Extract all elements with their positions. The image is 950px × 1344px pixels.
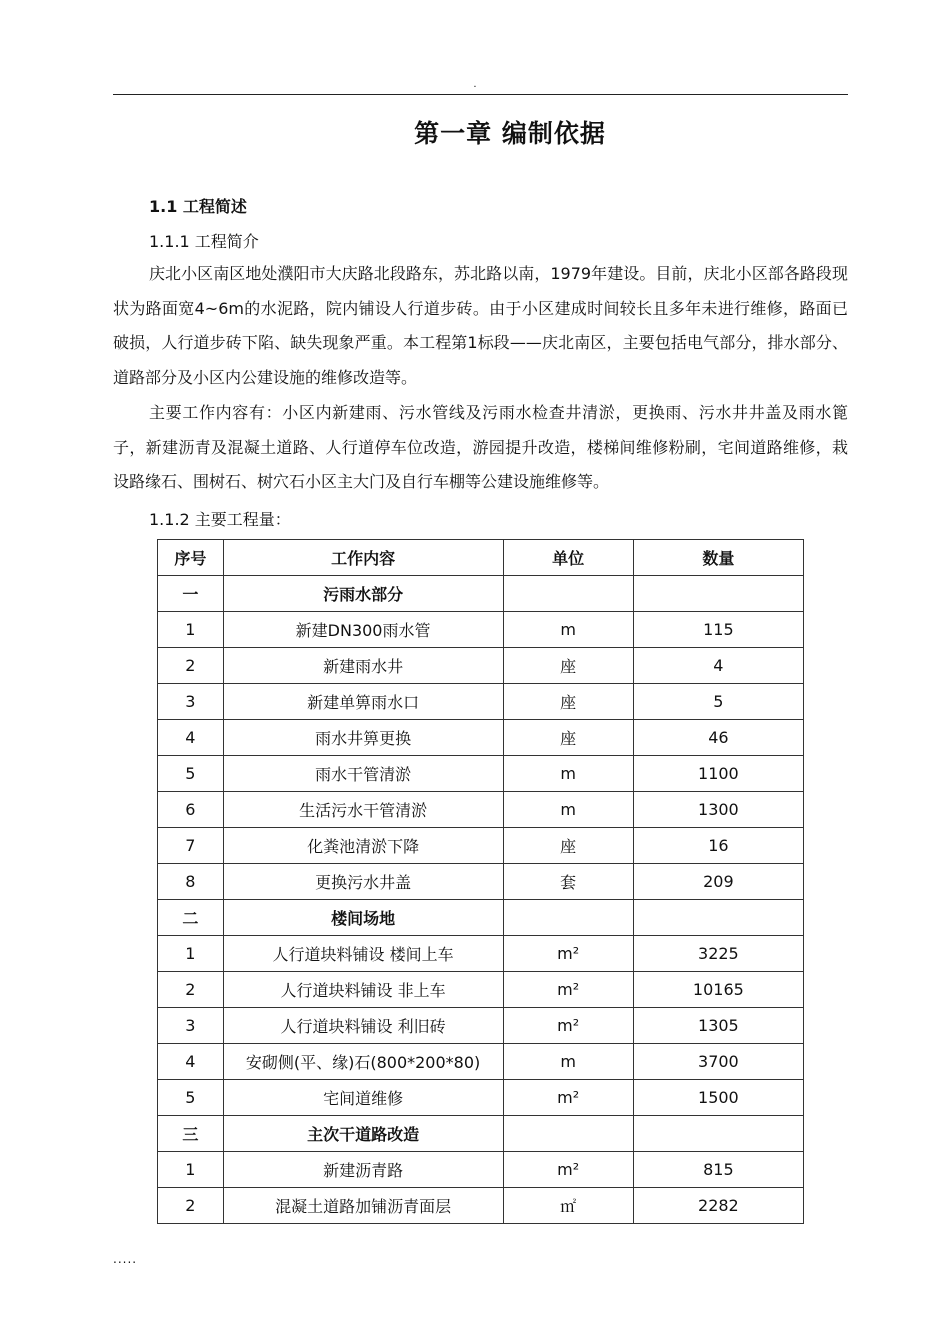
cell-unit: m (503, 792, 633, 828)
cell-quantity: 2282 (633, 1188, 803, 1224)
cell-unit (503, 900, 633, 936)
cell-unit: m² (503, 1080, 633, 1116)
cell-no: 2 (158, 1188, 224, 1224)
header-cell-content: 工作内容 (223, 540, 503, 576)
cell-no: 2 (158, 648, 224, 684)
cell-content: 人行道块料铺设 非上车 (223, 972, 503, 1008)
cell-unit: 座 (503, 720, 633, 756)
cell-content: 更换污水井盖 (223, 864, 503, 900)
cell-content: 雨水井箅更换 (223, 720, 503, 756)
cell-unit: 座 (503, 684, 633, 720)
cell-no: 2 (158, 972, 224, 1008)
cell-content: 安砌侧(平、缘)石(800*200*80) (223, 1044, 503, 1080)
cell-content: 新建单箅雨水口 (223, 684, 503, 720)
cell-quantity: 3225 (633, 936, 803, 972)
table-row (158, 1188, 804, 1224)
overview-paragraph: 庆北小区南区地处濮阳市大庆路北段路东，苏北路以南，1979年建设。目前，庆北小区部各路段现状为路面宽4~6m的水泥路，院内铺设人行道步砖。由于小区建成时间较长且多年未进行维修，路面已破损，人行道步砖下陷、缺失现象严重。本工程第1标段——庆北南区，主要包括电气部分，排水部分、道路部分及小区内公建设施的维修改造等。 (113, 264, 848, 387)
header-cell-no: 序号 (158, 540, 224, 576)
header-cell-quantity: 数量 (633, 540, 803, 576)
table-row (158, 1008, 804, 1044)
cell-quantity: 1500 (633, 1080, 803, 1116)
table-row (158, 648, 804, 684)
cell-unit: m² (503, 1152, 633, 1188)
cell-no: 1 (158, 612, 224, 648)
cell-unit: m² (503, 972, 633, 1008)
cell-content: 主次干道路改造 (223, 1116, 503, 1152)
cell-unit: 套 (503, 864, 633, 900)
cell-no: 4 (158, 720, 224, 756)
cell-no: 5 (158, 756, 224, 792)
table-header-row (158, 540, 804, 576)
cell-unit: 座 (503, 648, 633, 684)
cell-unit (503, 1116, 633, 1152)
table-row (158, 1044, 804, 1080)
cell-unit: 座 (503, 828, 633, 864)
cell-content: 人行道块料铺设 楼间上车 (223, 936, 503, 972)
cell-content: 雨水干管清淤 (223, 756, 503, 792)
cell-quantity (633, 576, 803, 612)
cell-no: 1 (158, 1152, 224, 1188)
cell-no: 8 (158, 864, 224, 900)
cell-quantity: 10165 (633, 972, 803, 1008)
cell-quantity: 3700 (633, 1044, 803, 1080)
cell-content: 新建雨水井 (223, 648, 503, 684)
table-row (158, 900, 804, 936)
cell-content: 混凝土道路加铺沥青面层 (223, 1188, 503, 1224)
subsection-quantities-heading: 1.1.2 主要工程量： (149, 510, 291, 529)
cell-quantity (633, 1116, 803, 1152)
cell-content: 新建沥青路 (223, 1152, 503, 1188)
cell-no: 二 (158, 900, 224, 936)
cell-quantity: 5 (633, 684, 803, 720)
cell-no: 6 (158, 792, 224, 828)
chapter-title: 第一章 编制依据 (414, 119, 606, 148)
cell-quantity: 46 (633, 720, 803, 756)
cell-quantity: 815 (633, 1152, 803, 1188)
cell-unit (503, 576, 633, 612)
table-row (158, 720, 804, 756)
quantities-table (157, 539, 804, 1224)
table-row (158, 972, 804, 1008)
cell-no: 5 (158, 1080, 224, 1116)
header-cell-unit: 单位 (503, 540, 633, 576)
cell-unit: m (503, 612, 633, 648)
table-row (158, 828, 804, 864)
table-row (158, 936, 804, 972)
cell-quantity: 1300 (633, 792, 803, 828)
table-row (158, 576, 804, 612)
table-body (158, 576, 804, 1224)
cell-quantity: 115 (633, 612, 803, 648)
cell-unit: ㎡ (503, 1188, 633, 1224)
cell-no: 1 (158, 936, 224, 972)
table-row (158, 1080, 804, 1116)
cell-quantity: 209 (633, 864, 803, 900)
cell-no: 一 (158, 576, 224, 612)
cell-unit: m (503, 756, 633, 792)
header-rule (113, 94, 848, 95)
cell-unit: m (503, 1044, 633, 1080)
cell-content: 新建DN300雨水管 (223, 612, 503, 648)
cell-no: 3 (158, 684, 224, 720)
cell-content: 人行道块料铺设 利旧砖 (223, 1008, 503, 1044)
section-heading: 1.1 工程简述 (149, 197, 247, 216)
footer-dots: ..... (113, 1252, 138, 1266)
scope-paragraph: 主要工作内容有：小区内新建雨、污水管线及污雨水检查井清淤，更换雨、污水井井盖及雨水篦子，新建沥青及混凝土道路、人行道停车位改造，游园提升改造，楼梯间维修粉刷，宅间道路维修，栽设路缘石、围树石、树穴石小区主大门及自行车棚等公建设施维修等。 (113, 403, 848, 491)
cell-quantity: 4 (633, 648, 803, 684)
table-row (158, 756, 804, 792)
header-mark: . (473, 79, 477, 90)
cell-no: 4 (158, 1044, 224, 1080)
cell-no: 三 (158, 1116, 224, 1152)
cell-quantity: 16 (633, 828, 803, 864)
cell-content: 化粪池清淤下降 (223, 828, 503, 864)
table-row (158, 1116, 804, 1152)
cell-content: 污雨水部分 (223, 576, 503, 612)
table-row (158, 864, 804, 900)
cell-quantity: 1305 (633, 1008, 803, 1044)
table-row (158, 612, 804, 648)
cell-content: 宅间道维修 (223, 1080, 503, 1116)
cell-unit: m² (503, 1008, 633, 1044)
cell-content: 生活污水干管清淤 (223, 792, 503, 828)
cell-unit: m² (503, 936, 633, 972)
table-row (158, 684, 804, 720)
cell-quantity (633, 900, 803, 936)
table-row (158, 1152, 804, 1188)
cell-no: 7 (158, 828, 224, 864)
cell-quantity: 1100 (633, 756, 803, 792)
cell-no: 3 (158, 1008, 224, 1044)
cell-content: 楼间场地 (223, 900, 503, 936)
table-row (158, 792, 804, 828)
subsection-overview-heading: 1.1.1 工程简介 (149, 232, 259, 251)
